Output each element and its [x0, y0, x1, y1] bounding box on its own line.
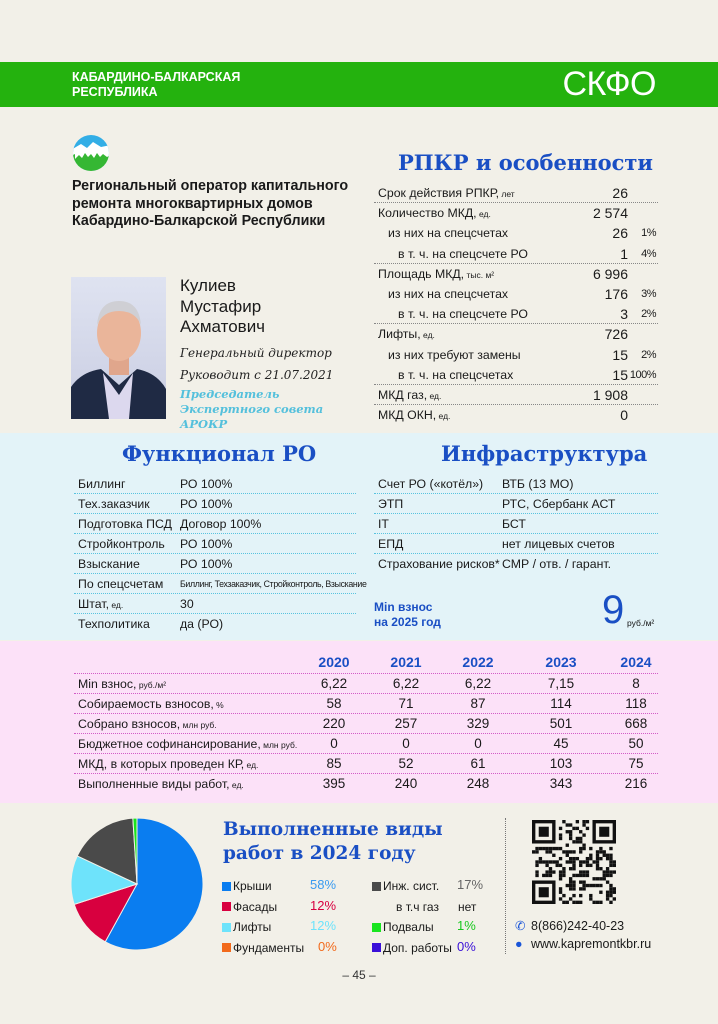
- history-cell: 45: [553, 736, 569, 751]
- legend-item: [372, 877, 439, 895]
- history-cell: 216: [624, 776, 648, 791]
- history-cell: 6,22: [320, 676, 348, 691]
- infrastructure-row: [374, 554, 658, 574]
- rpkr-label: [388, 223, 508, 243]
- history-row: [74, 714, 658, 734]
- rpkr-row: [374, 244, 658, 264]
- rpkr-label: [378, 183, 515, 204]
- infrastructure-row: [374, 494, 658, 514]
- year-header: 2024: [620, 654, 652, 670]
- legend-swatch: [222, 923, 231, 932]
- rpkr-label: [398, 244, 528, 264]
- history-cell: 87: [470, 696, 486, 711]
- functional-row: [74, 594, 356, 614]
- functional-label: [78, 554, 140, 574]
- legend-percent: 17%: [457, 877, 484, 892]
- history-label-unit: ед.: [244, 760, 259, 770]
- rpkr-title: РПКР и особенности: [398, 150, 654, 175]
- legend-item: [372, 918, 434, 936]
- history-label-unit: %: [213, 700, 224, 710]
- infrastructure-label: Счет РО («котёл»): [378, 477, 484, 491]
- rpkr-percent: 3%: [641, 287, 656, 300]
- history-cell: 0: [474, 736, 482, 751]
- infrastructure-label: ЭТП: [378, 497, 404, 511]
- rpkr-label-unit: ед.: [420, 330, 435, 341]
- rpkr-percent: 100%: [629, 368, 656, 381]
- functional-label-text: Взыскание: [78, 557, 140, 571]
- history-label: [78, 674, 166, 695]
- rpkr-value: 15: [612, 346, 628, 363]
- history-cell: 50: [628, 736, 644, 751]
- director-extra-role: Председатель Экспертного совета АРОКР: [180, 387, 324, 431]
- infrastructure-row: [374, 514, 658, 534]
- functional-title: Функционал РО: [122, 441, 317, 466]
- legend-label: Лифты: [233, 920, 272, 934]
- rpkr-value: 15: [612, 366, 628, 383]
- website-link: www.kapremontkbr.ru: [531, 937, 652, 951]
- page-number: – 45 –: [342, 968, 376, 982]
- history-label-text: МКД, в которых проведен КР,: [78, 757, 245, 771]
- rpkr-label: [378, 264, 494, 285]
- history-label: [78, 754, 258, 775]
- functional-row: [74, 614, 356, 634]
- min-fee-label-line1: Min взнос: [374, 600, 433, 614]
- year-header: 2023: [545, 654, 577, 670]
- rpkr-label-text: Лифты,: [378, 327, 421, 342]
- history-cell: 103: [549, 756, 573, 771]
- legend-percent: 0%: [457, 938, 476, 954]
- history-label-unit: ед.: [229, 780, 244, 790]
- functional-label-text: Техполитика: [78, 617, 150, 631]
- rpkr-value: 2 574: [592, 205, 628, 222]
- rpkr-label-text: в т. ч. на спецсчетах: [398, 367, 514, 382]
- min-fee-label: [374, 600, 441, 630]
- legend-item: [222, 939, 304, 957]
- rpkr-label: [398, 365, 513, 385]
- district-name: СКФО: [562, 65, 656, 103]
- director-photo: [71, 277, 166, 419]
- infrastructure-value: СМР / отв. / гарант.: [502, 557, 612, 571]
- rpkr-label-unit: ед.: [476, 209, 491, 220]
- history-label-unit: руб./м²: [136, 680, 167, 690]
- history-cell: 248: [466, 776, 490, 791]
- rpkr-row: [374, 284, 658, 304]
- director-role: Генеральный директор: [180, 346, 332, 360]
- director-first-name: Мустафир: [180, 296, 262, 316]
- min-fee-label-line2: на 2025 год: [374, 615, 441, 629]
- rpkr-label-text: в т. ч. на спецсчете РО: [398, 307, 528, 322]
- infrastructure-value: РТС, Сбербанк АСТ: [502, 497, 616, 511]
- functional-label: [78, 594, 123, 615]
- rpkr-label-text: из них требуют замены: [388, 347, 521, 362]
- director-patronymic: Ахматович: [180, 317, 266, 336]
- history-label: [78, 714, 217, 735]
- rpkr-label: [398, 304, 528, 324]
- history-label-unit: млн руб.: [260, 740, 298, 750]
- legend-percent: 58%: [310, 877, 337, 892]
- history-label-text: Собираемость взносов,: [78, 697, 214, 711]
- history-cell: 8: [632, 676, 640, 691]
- rpkr-value: 26: [612, 225, 628, 242]
- history-label: [78, 734, 297, 755]
- legend-swatch: [372, 882, 381, 891]
- year-header: 2022: [462, 654, 494, 670]
- history-cell: 71: [398, 696, 414, 711]
- history-label-unit: млн руб.: [180, 720, 217, 730]
- rpkr-label: [388, 284, 508, 304]
- infrastructure-label: IT: [378, 517, 389, 531]
- functional-row: [74, 554, 356, 574]
- legend-swatch: [222, 882, 231, 891]
- functional-label: [78, 534, 165, 554]
- history-table: [74, 652, 658, 794]
- infrastructure-table: [374, 474, 658, 574]
- functional-value: да (РО): [180, 617, 224, 631]
- region-name: КАБАРДИНО-БАЛКАРСКАЯ РЕСПУБЛИКА: [72, 70, 241, 99]
- history-cell: 395: [322, 776, 346, 791]
- website-contact[interactable]: [515, 937, 651, 951]
- history-label-text: Выполненные виды работ,: [78, 777, 230, 791]
- region-banner: [0, 62, 718, 107]
- rpkr-label-unit: тыс. м²: [464, 269, 495, 280]
- infrastructure-value: ВТБ (13 МО): [502, 477, 574, 491]
- rpkr-label-unit: лет: [499, 189, 515, 199]
- legend-percent: 0%: [318, 938, 337, 954]
- history-cell: 220: [322, 716, 346, 731]
- min-fee-value: 9: [602, 588, 625, 632]
- rpkr-label: [378, 405, 450, 426]
- rpkr-label-text: Количество МКД,: [378, 206, 477, 221]
- rpkr-value: 1 908: [592, 386, 628, 403]
- history-cell: 0: [402, 736, 410, 751]
- legend-swatch: [222, 943, 231, 952]
- history-row: [74, 754, 658, 774]
- functional-label: [78, 474, 125, 494]
- rpkr-label: [378, 203, 491, 224]
- history-cell: 118: [625, 696, 647, 711]
- phone-contact[interactable]: [515, 918, 624, 933]
- rpkr-row: [374, 345, 658, 365]
- rpkr-label-text: Площадь МКД,: [378, 266, 465, 281]
- rpkr-row: [374, 183, 658, 203]
- functional-value: РО 100%: [180, 557, 233, 571]
- rpkr-row: [374, 365, 658, 385]
- director-surname: Кулиев: [180, 276, 236, 295]
- rpkr-table: [374, 183, 658, 425]
- legend-note-label: в т.ч газ: [396, 899, 439, 914]
- infrastructure-label: Страхование рисков*: [378, 557, 500, 571]
- functional-row: [74, 474, 356, 494]
- legend-item: [222, 898, 277, 916]
- functional-label-text: Тех.заказчик: [78, 497, 150, 511]
- rpkr-label-unit: ед.: [427, 390, 442, 401]
- history-cell: 52: [398, 756, 414, 771]
- year-header: 2020: [318, 654, 350, 670]
- history-cell: 61: [470, 756, 486, 771]
- functional-value: РО 100%: [180, 537, 233, 551]
- infrastructure-title: Инфраструктура: [441, 441, 648, 466]
- legend-swatch: [372, 943, 381, 952]
- history-row: [74, 674, 658, 694]
- rpkr-row: [374, 223, 658, 243]
- functional-row: [74, 514, 356, 534]
- history-label: [78, 694, 224, 715]
- infrastructure-value: БСТ: [502, 517, 526, 531]
- functional-label-text: Стройконтроль: [78, 537, 165, 551]
- functional-label: [78, 494, 150, 514]
- functional-row: [74, 494, 356, 514]
- functional-label: [78, 614, 150, 634]
- history-cell: 6,22: [392, 676, 420, 691]
- history-row: [74, 694, 658, 714]
- history-cell: 0: [330, 736, 338, 751]
- functional-row: [74, 534, 356, 554]
- rpkr-label-text: из них на спецсчетах: [388, 226, 509, 241]
- functional-label-text: Штат,: [78, 597, 110, 611]
- history-cell: 7,15: [547, 676, 575, 691]
- history-cell: 668: [624, 716, 648, 731]
- legend-percent: 12%: [310, 897, 337, 913]
- director-name: [180, 276, 265, 338]
- rpkr-value: 1: [620, 245, 628, 262]
- rpkr-value: 726: [604, 326, 628, 343]
- history-label: [78, 774, 244, 795]
- legend-label: Крыши: [233, 879, 272, 893]
- functional-value: РО 100%: [180, 477, 233, 491]
- history-label-text: Собрано взносов,: [78, 717, 181, 731]
- history-cell: 257: [394, 716, 418, 731]
- rpkr-label-text: в т. ч. на спецсчете РО: [398, 246, 528, 261]
- rpkr-label-text: МКД ОКН,: [378, 408, 437, 423]
- legend-label: Доп. работы: [383, 940, 452, 955]
- rpkr-label: [388, 345, 521, 365]
- functional-label-text: По спецсчетам: [78, 577, 164, 591]
- history-cell: 114: [550, 696, 572, 711]
- phone-icon: ✆: [515, 919, 526, 933]
- legend-item: [222, 918, 271, 936]
- infrastructure-value: нет лицевых счетов: [502, 537, 615, 551]
- globe-icon: ●: [515, 937, 523, 951]
- rpkr-label-text: Срок действия РПКР,: [378, 186, 499, 200]
- organization-name: Региональный оператор капитального ремонта многоквартирных домов Кабардино-Балкарской Республики: [72, 178, 349, 229]
- legend-item: [222, 877, 272, 895]
- rpkr-row: [374, 264, 658, 284]
- history-cell: 240: [394, 776, 418, 791]
- history-row: [74, 734, 658, 754]
- rpkr-value: 6 996: [592, 265, 628, 282]
- legend-swatch: [372, 923, 381, 932]
- history-label-text: Бюджетное софинансирование,: [78, 737, 261, 751]
- infrastructure-row: [374, 474, 658, 494]
- infrastructure-row: [374, 534, 658, 554]
- functional-row: [74, 574, 367, 594]
- rpkr-row: [374, 385, 658, 405]
- history-cell: 58: [326, 696, 342, 711]
- qr-code[interactable]: [532, 820, 616, 904]
- works-pie-chart: [70, 817, 204, 951]
- functional-label: [78, 574, 163, 594]
- history-cell: 85: [326, 756, 342, 771]
- rpkr-value: 176: [604, 285, 628, 302]
- legend-label: Фундаменты: [233, 940, 305, 955]
- rpkr-row: [374, 405, 658, 425]
- rpkr-label: [378, 324, 435, 345]
- functional-table: [74, 474, 367, 634]
- functional-value: Договор 100%: [180, 517, 262, 531]
- infrastructure-label: ЕПД: [378, 537, 404, 551]
- legend-item: [372, 939, 452, 957]
- functional-label-text: Подготовка ПСД: [78, 517, 172, 531]
- legend-label: Фасады: [233, 899, 278, 914]
- functional-value: Биллинг, Техзаказчик, Стройконтроль, Взыскание: [180, 579, 367, 589]
- rpkr-percent: 1%: [641, 227, 656, 240]
- functional-label: [78, 514, 172, 534]
- divider: [505, 818, 506, 954]
- legend-swatch: [222, 902, 231, 911]
- rpkr-row: [374, 203, 658, 223]
- year-header: 2021: [390, 654, 422, 670]
- rpkr-label-text: МКД газ,: [378, 387, 428, 402]
- rpkr-value: 0: [620, 407, 628, 424]
- history-cell: 501: [549, 716, 573, 731]
- legend-label: Подвалы: [383, 920, 434, 934]
- min-fee-unit: руб./м²: [627, 618, 655, 628]
- works-title: Выполненные виды работ в 2024 году: [223, 819, 443, 864]
- org-logo-icon: [71, 134, 111, 172]
- rpkr-percent: 2%: [641, 308, 656, 321]
- history-cell: 329: [466, 716, 490, 731]
- legend-label: Инж. сист.: [383, 879, 440, 893]
- functional-label-text: Биллинг: [78, 477, 126, 491]
- rpkr-value: 3: [620, 306, 628, 323]
- rpkr-row: [374, 324, 658, 344]
- rpkr-label-unit: ед.: [436, 411, 451, 422]
- rpkr-label: [378, 385, 441, 406]
- history-header-row: [74, 652, 658, 674]
- rpkr-row: [374, 304, 658, 324]
- history-label-text: Min взнос,: [78, 677, 137, 691]
- rpkr-percent: 2%: [641, 348, 656, 361]
- history-row: [74, 774, 658, 794]
- functional-value: 30: [180, 597, 194, 611]
- history-cell: 6,22: [464, 676, 492, 691]
- functional-value: РО 100%: [180, 497, 233, 511]
- phone-number: 8(866)242-40-23: [531, 919, 625, 933]
- history-cell: 343: [549, 776, 573, 791]
- legend-percent: 1%: [457, 918, 476, 933]
- legend-note-value: нет: [458, 899, 477, 914]
- legend-percent: 12%: [310, 918, 337, 933]
- director-since: Руководит с 21.07.2021: [180, 368, 334, 382]
- history-cell: 75: [628, 756, 644, 771]
- rpkr-percent: 4%: [641, 247, 656, 260]
- functional-label-unit: ед.: [109, 600, 124, 610]
- rpkr-value: 26: [612, 185, 628, 201]
- rpkr-label-text: из них на спецсчетах: [388, 286, 509, 301]
